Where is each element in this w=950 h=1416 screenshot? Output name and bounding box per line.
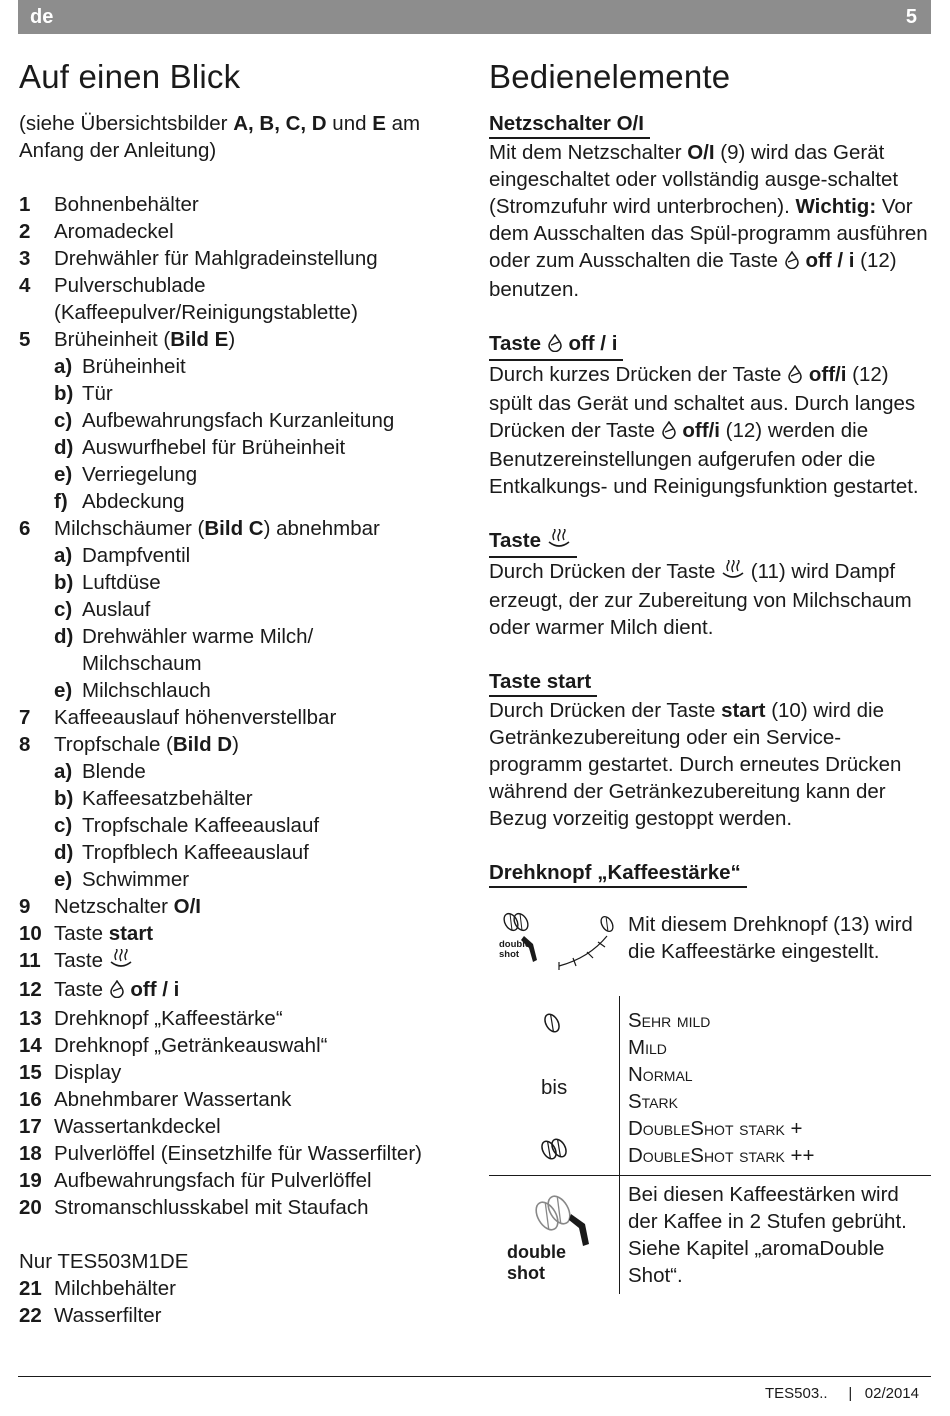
subitem-letter: f): [54, 490, 68, 513]
item-number: 18: [19, 1142, 42, 1165]
item-text: Aufbewahrungsfach für Pulverlöffel: [54, 1169, 372, 1192]
strength-knob-text: Mit diesem Drehknopf (13) wird die Kaffeestärke eingestellt.: [628, 913, 913, 963]
parts-list-item: [19, 1302, 469, 1329]
item-number: 12: [19, 978, 42, 1001]
parts-list-item: [19, 1140, 469, 1167]
item-text: Tür: [82, 382, 113, 405]
item-number: 5: [19, 328, 31, 351]
item-number: 9: [19, 895, 31, 918]
item-number: 20: [19, 1196, 42, 1219]
item-text: Luftdüse: [82, 571, 161, 594]
item-text: Taste: [54, 922, 109, 945]
item-text: Brüheinheit (: [54, 328, 171, 351]
item-number: 11: [19, 949, 41, 972]
parts-list-subitem: [19, 569, 469, 596]
controls-column: [489, 58, 934, 888]
parts-list-item: [19, 1194, 469, 1221]
item-text: Kaffeesatzbehälter: [82, 787, 253, 810]
power-switch-text: Mit dem Netzschalter O/I (9) wird das Gerät eingeschaltet oder vollständig ausge-schaltet (Stromzufuhr wird unterbrochen). Wichtig: Vor dem Ausschalten das Spül-programm ausführen oder zum Ausschalten die Taste off / i (12) benutzen.: [489, 141, 928, 301]
parts-list-item: [19, 272, 469, 326]
single-bean-icon: [541, 1012, 563, 1039]
item-text: Milchbehälter: [54, 1277, 176, 1300]
parts-list-item: [19, 1167, 469, 1194]
item-text-continued: Milchschaum: [82, 652, 202, 675]
item-text-suffix: ) abnehmbar: [263, 517, 380, 540]
item-text: Bohnenbehälter: [54, 193, 199, 216]
controls-title: Bedienelemente: [489, 58, 731, 95]
parts-list-item: [19, 893, 469, 920]
parts-list-item: [19, 1032, 469, 1059]
item-number: 6: [19, 517, 31, 540]
rinse-icon: [784, 249, 800, 276]
subitem-letter: c): [54, 598, 73, 621]
language-code: de: [30, 6, 54, 28]
parts-list-item: [19, 920, 469, 947]
parts-list-item: [19, 1086, 469, 1113]
item-text: Abnehmbarer Wassertank: [54, 1088, 292, 1111]
subitem-letter: d): [54, 436, 74, 459]
parts-list-item: [19, 326, 469, 353]
steam-button-text: Durch Drücken der Taste (11) wird Dampf erzeugt, der zur Zubereitung von Milchschaum oder warmer Milch dient.: [489, 560, 912, 639]
strength-level: DoubleShot stark ++: [628, 1144, 815, 1167]
item-text: Display: [54, 1061, 122, 1084]
item-text: Wasserfilter: [54, 1304, 162, 1327]
section-off-button: [489, 330, 934, 500]
strength-knob-diagram: [489, 908, 619, 978]
power-switch-heading: Netzschalter O/I: [489, 110, 650, 139]
item-bold-text: off / i: [130, 978, 180, 1001]
item-number: 1: [19, 193, 31, 216]
parts-list-item: [19, 218, 469, 245]
start-button-text: Durch Drücken der Taste start (10) wird die Getränkezubereitung oder ein Service-programm gestartet. Durch erneutes Drücken während der Getränkezubereitung kann der Bezug vorzeitig gestoppt werden.: [489, 699, 902, 830]
item-number: 2: [19, 220, 31, 243]
item-text: Pulverlöffel (Einsetzhilfe für Wasserfilter): [54, 1142, 422, 1165]
item-number: 19: [19, 1169, 42, 1192]
item-text: Milchschlauch: [82, 679, 211, 702]
parts-list-item: [19, 1113, 469, 1140]
parts-list-subitem: [19, 488, 469, 515]
strength-level: Sehr mild: [628, 1009, 711, 1032]
parts-list-subitem: [19, 623, 469, 677]
overview-intro: (siehe Übersichtsbilder A, B, C, D und E am Anfang der Anleitung): [19, 112, 421, 162]
section-power-switch: [489, 110, 934, 303]
parts-list-item: [19, 1005, 469, 1032]
steam-icon: [547, 529, 571, 556]
item-text: Aufbewahrungsfach Kurzanleitung: [82, 409, 395, 432]
item-number: 16: [19, 1088, 42, 1111]
page-number: 5: [905, 6, 917, 28]
item-text: Auslauf: [82, 598, 151, 621]
strength-level: Stark: [628, 1090, 678, 1113]
item-text: Drehknopf „Getränkeauswahl“: [54, 1034, 328, 1057]
strength-table: [489, 996, 931, 1294]
item-text: Auswurfhebel für Brüheinheit: [82, 436, 346, 459]
double-bean-icon: [537, 1136, 571, 1167]
parts-list-item: [19, 245, 469, 272]
parts-list-item: [19, 1275, 469, 1302]
parts-list: [19, 191, 469, 1221]
item-text: Abdeckung: [82, 490, 185, 513]
subitem-letter: b): [54, 787, 74, 810]
subitem-letter: d): [54, 625, 74, 648]
model-only-heading: Nur TES503M1DE: [19, 1250, 189, 1273]
item-text: Tropfschale (: [54, 733, 173, 756]
subitem-letter: b): [54, 382, 74, 405]
parts-list-subitem: [19, 434, 469, 461]
parts-list-subitem: [19, 812, 469, 839]
parts-list-item: [19, 191, 469, 218]
item-number: 15: [19, 1061, 42, 1084]
rinse-icon: [547, 332, 563, 359]
parts-list-subitem: [19, 380, 469, 407]
item-text: Blende: [82, 760, 146, 783]
parts-list-item: [19, 704, 469, 731]
parts-list-item: [19, 947, 469, 976]
strength-levels-list: [628, 1007, 814, 1169]
item-text: Pulverschublade: [54, 274, 206, 297]
double-shot-label: double shot: [507, 1242, 566, 1283]
steam-button-heading: Taste: [489, 527, 577, 558]
item-text: Kaffeeauslauf höhenverstellbar: [54, 706, 337, 729]
parts-list-subitem: [19, 866, 469, 893]
steam-icon: [721, 560, 745, 587]
rinse-icon: [109, 978, 125, 1005]
item-text: Taste: [54, 978, 109, 1001]
parts-list-subitem: [19, 758, 469, 785]
double-shot-text: Bei diesen Kaffeestärken wird der Kaffee in 2 Stufen gebrüht. Siehe Kapitel „aromaDouble Shot“.: [628, 1183, 907, 1287]
footer-model-date: TES503.. | 02/2014: [765, 1385, 919, 1402]
section-strength-knob: [489, 859, 934, 888]
parts-list-item: [19, 1059, 469, 1086]
page-footer: [18, 1376, 931, 1402]
item-number: 17: [19, 1115, 42, 1138]
item-text: Drehwähler warme Milch/: [82, 625, 314, 648]
subitem-letter: b): [54, 571, 74, 594]
parts-list-subitem: [19, 785, 469, 812]
parts-list-subitem: [19, 407, 469, 434]
rinse-icon: [787, 363, 803, 390]
off-button-text: Durch kurzes Drücken der Taste off/i (12) spült das Gerät und schaltet aus. Durch langes Drücken der Taste off/i (12) werden die Benutzereinstellungen aufgerufen oder die Entkalkungs- und Reinigungsfunktion gestartet.: [489, 363, 919, 498]
item-text: Schwimmer: [82, 868, 190, 891]
overview-title: Auf einen Blick: [19, 58, 241, 95]
item-number: 13: [19, 1007, 42, 1030]
item-text: Tropfschale Kaffeeauslauf: [82, 814, 320, 837]
rinse-icon: [661, 419, 677, 446]
item-text-suffix: ): [228, 328, 236, 351]
item-text: Dampfventil: [82, 544, 191, 567]
item-bold-text: O/I: [173, 895, 201, 918]
extra-parts-list: [19, 1275, 469, 1329]
item-text: Tropfblech Kaffeeauslauf: [82, 841, 309, 864]
parts-list-item: [19, 976, 469, 1005]
overview-column: [19, 58, 469, 1329]
item-bold-text: Bild D: [172, 733, 233, 756]
item-text: Brüheinheit: [82, 355, 186, 378]
item-text: Wassertankdeckel: [54, 1115, 221, 1138]
subitem-letter: a): [54, 355, 73, 378]
start-button-heading: Taste start: [489, 668, 597, 697]
item-number: 4: [19, 274, 31, 297]
parts-list-subitem: [19, 461, 469, 488]
item-text-continued: (Kaffeepulver/Reinigungstablette): [54, 301, 358, 324]
item-bold-text: Bild E: [170, 328, 229, 351]
subitem-letter: d): [54, 841, 74, 864]
strength-level: Mild: [628, 1036, 667, 1059]
item-text: Verriegelung: [82, 463, 198, 486]
parts-list-subitem: [19, 596, 469, 623]
item-number: 22: [19, 1304, 42, 1327]
item-text: Aromadeckel: [54, 220, 174, 243]
item-text: Drehwähler für Mahlgradeinstellung: [54, 247, 378, 270]
item-text: Drehknopf „Kaffeestärke“: [54, 1007, 283, 1030]
item-text-suffix: ): [232, 733, 239, 756]
parts-list-item: [19, 515, 469, 542]
parts-list-subitem: [19, 353, 469, 380]
section-steam-button: [489, 527, 934, 641]
subitem-letter: e): [54, 463, 73, 486]
subitem-letter: e): [54, 679, 73, 702]
item-text: Taste: [54, 949, 109, 972]
item-number: 3: [19, 247, 31, 270]
page-header-bar: [18, 0, 931, 34]
parts-list-subitem: [19, 677, 469, 704]
strength-level: DoubleShot stark +: [628, 1117, 803, 1140]
item-bold-text: Bild C: [204, 517, 264, 540]
item-number: 7: [19, 706, 31, 729]
steam-icon: [109, 949, 133, 976]
subitem-letter: c): [54, 409, 73, 432]
item-text: Milchschäumer (: [54, 517, 205, 540]
item-text: Netzschalter: [54, 895, 174, 918]
item-text: Stromanschlusskabel mit Staufach: [54, 1196, 369, 1219]
section-start-button: [489, 668, 934, 832]
parts-list-item: [19, 731, 469, 758]
bis-label: bis: [541, 1076, 568, 1099]
subitem-letter: a): [54, 544, 73, 567]
parts-list-subitem: [19, 542, 469, 569]
item-number: 14: [19, 1034, 42, 1057]
subitem-letter: a): [54, 760, 73, 783]
strength-knob-heading: Drehknopf „Kaffeestärke“: [489, 859, 747, 888]
item-number: 10: [19, 922, 42, 945]
off-button-heading: Taste off / i: [489, 330, 623, 361]
subitem-letter: c): [54, 814, 73, 837]
item-bold-text: start: [108, 922, 154, 945]
item-number: 21: [19, 1277, 42, 1300]
item-number: 8: [19, 733, 31, 756]
knob-double-shot-label: double shot: [499, 939, 531, 960]
subitem-letter: e): [54, 868, 73, 891]
parts-list-subitem: [19, 839, 469, 866]
strength-level: Normal: [628, 1063, 693, 1086]
